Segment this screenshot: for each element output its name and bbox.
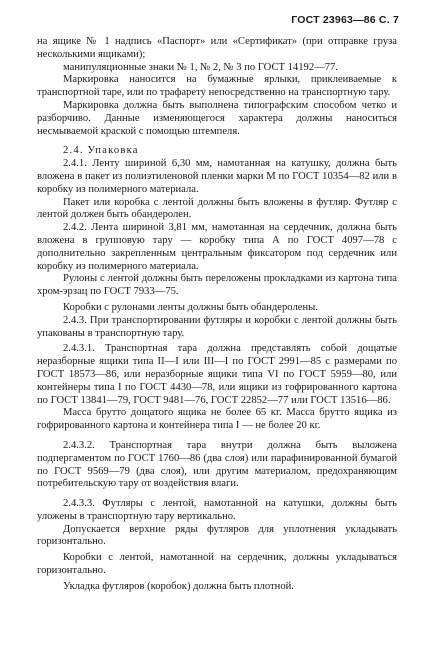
paragraph-15: Допускается верхние ряды футляров для уплотнения укладывать горизонтально.: [37, 523, 397, 548]
body-text: [37, 36, 397, 594]
paragraph-6: Пакет или коробка с лентой должны быть вложены в футляр. Футляр с лентой должен быть обандеролен.: [37, 196, 397, 221]
paragraph-8: Рулоны с лентой должны быть переложены прокладками из картона типа хром-эрзац по ГОСТ 7933—75.: [37, 273, 397, 298]
paragraph-9: Коробки с рулонами ленты должны быть обандеролены.: [63, 301, 318, 313]
paragraph-2-4-3-2: 2.4.3.2. Транспортная тара внутри должна быть выложена подпергаментом по ГОСТ 1760—86 (два слоя) или парафинированной бумагой по ГОСТ 9569—79 (два слоя), или другим материалом, предохраняющим потребительскую тару от воздействия влаги.: [37, 439, 397, 490]
paragraph-2-4-1: 2.4.1. Ленту шириной 6,30 мм, намотанная на катушку, должна быть вложена в пакет из полиэтиленовой пленки марки М по ГОСТ 10354—82 или в коробку из полимерного материала.: [37, 158, 397, 195]
paragraph-2-4-3-3: 2.4.3.3. Футляры с лентой, намотанной на катушки, должны быть уложены в транспортную тару вертикально.: [37, 498, 397, 522]
paragraph-12: Масса брутто дощатого ящика не более 65 кг. Масса брутто ящика из гофрированного картона и контейнера типа I — не более 20 кг.: [37, 407, 397, 432]
section-heading: 2.4. Упаковка: [63, 145, 139, 157]
running-header: ГОСТ 23963—86 С. 7: [291, 14, 399, 26]
paragraph-1: на ящике № 1 надпись «Паспорт» или «Сертификат» (при отправке груза несколькими ящиками);: [37, 36, 397, 60]
paragraph-2-4-2: 2.4.2. Лента шириной 3,81 мм, намотанная на сердечник, должна быть вложена в групповую тару — коробку типа А по ГОСТ 4097—78 с дополнительно закрепленным центральным фиксатором под сердечник или коробку из полимерного материала.: [37, 222, 397, 272]
paragraph-3: Маркировка наносится на бумажные ярлыки, приклеиваемые к транспортной таре, или по трафарету непосредственно на транспортную тару.: [37, 74, 397, 99]
paragraph-17: Укладка футляров (коробок) должна быть плотной.: [63, 580, 294, 592]
paragraph-16: Коробки с лентой, намотанной на сердечник, должны укладываться горизонтально.: [37, 552, 397, 577]
paragraph-2-4-3: 2.4.3. При транспортировании футляры и коробки с лентой должны быть упакованы в транспортную тару.: [37, 314, 397, 339]
paragraph-2: манипуляционные знаки № 1, № 2, № 3 по ГОСТ 14192—77.: [63, 61, 338, 73]
paragraph-2-4-3-1: 2.4.3.1. Транспортная тара должна представлять собой дощатые неразборные ящики типа II—I или III—I по ГОСТ 2991—85 с размерами по ГОСТ 18573—86, или неразборные ящики типа VI по ГОСТ 5959—80, или контейнеры типа I по ГОСТ 4430—78, или ящики из гофрированного картона по ГОСТ 13841—79, ГОСТ 9481—76, ГОСТ 22852—77 или ГОСТ 13516—86.: [37, 343, 397, 406]
paragraph-4: Маркировка должна быть выполнена типографским способом четко и разборчиво. Данные изменяющегося характера должны наноситься несмываемой краской с помощью штемпеля.: [37, 99, 397, 137]
